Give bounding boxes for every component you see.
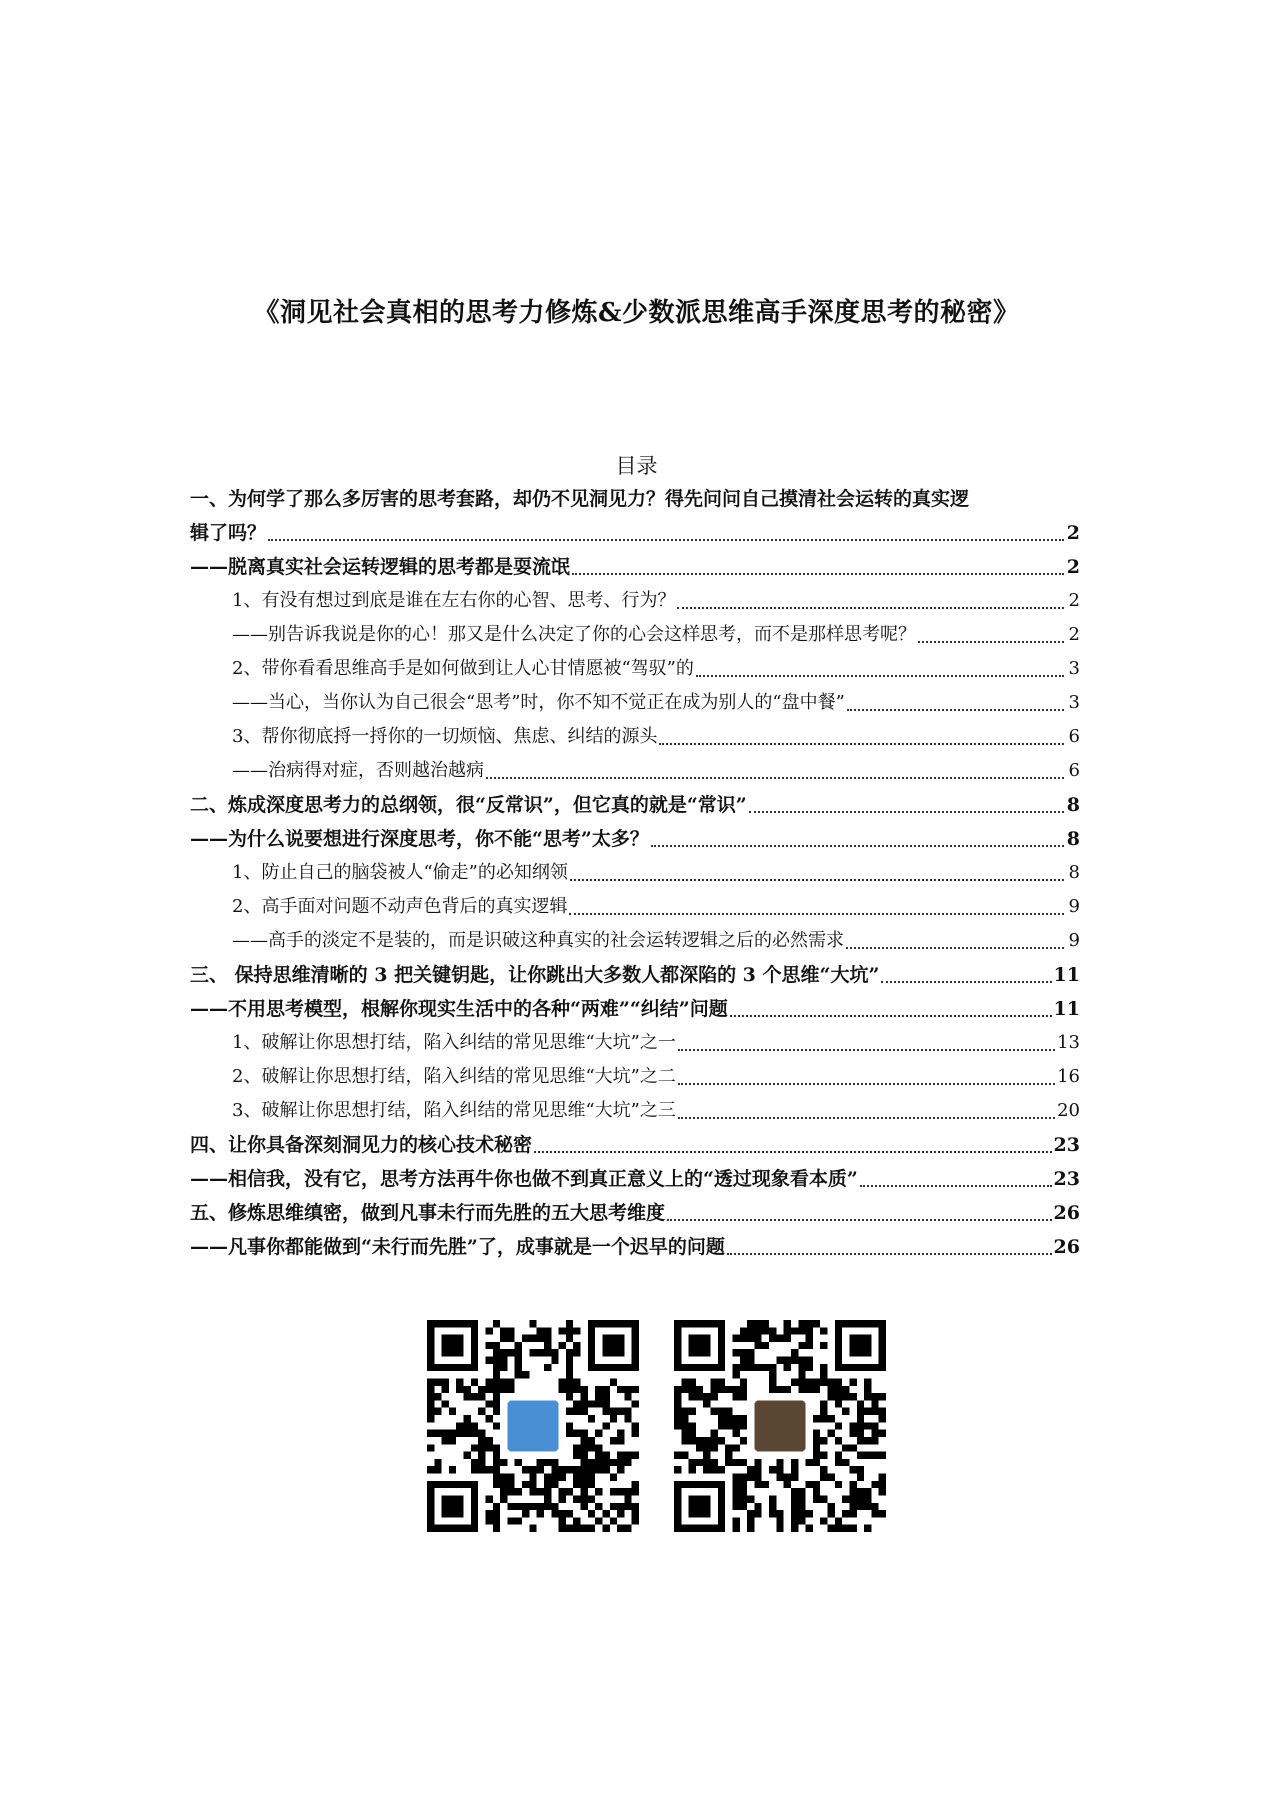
dot-leader (918, 640, 1064, 643)
toc-entry[interactable] (190, 788, 1080, 822)
dot-leader (486, 776, 1064, 779)
toc-entry-text: ——高手的淡定不是装的，而是识破这种真实的社会运转逻辑之后的必然需求 (232, 930, 844, 951)
toc-entry[interactable] (190, 1128, 1080, 1162)
dot-leader (570, 878, 1064, 881)
toc-entry[interactable] (190, 890, 1080, 924)
toc-entry-text: 一、为何学了那么多厉害的思考套路，却仍不见洞见力？得先问问自己摸清社会运转的真实逻 (190, 488, 970, 510)
toc-entry-text: 2、带你看看思维高手是如何做到让人心甘情愿被“驾驭”的 (232, 658, 694, 679)
toc-entry-text: 四、让你具备深刻洞见力的核心技术秘密 (190, 1134, 533, 1156)
toc-entry[interactable] (190, 1026, 1080, 1060)
toc-entry[interactable] (190, 1162, 1080, 1196)
dot-leader (847, 708, 1064, 711)
toc-entry[interactable] (190, 584, 1080, 618)
toc-page-number: 2 (1066, 556, 1080, 578)
toc-entry[interactable] (190, 856, 1080, 890)
toc-page-number: 9 (1068, 896, 1080, 917)
dot-leader (730, 1014, 1052, 1017)
toc-page-number: 9 (1068, 930, 1080, 951)
toc-page-number: 8 (1066, 828, 1080, 850)
dot-leader (727, 1252, 1052, 1255)
dot-leader (846, 946, 1064, 949)
dot-leader (696, 674, 1064, 677)
photo-avatar-icon (754, 1400, 805, 1451)
toc-entry[interactable] (190, 550, 1080, 584)
toc-page-number: 2 (1068, 590, 1080, 611)
toc-entry[interactable] (190, 482, 1080, 550)
toc-entry[interactable] (190, 1094, 1080, 1128)
toc-entry-text: 辑了吗？ (190, 522, 267, 544)
toc-page-number: 26 (1053, 1236, 1080, 1258)
document-title: 《洞见社会真相的思考力修炼&少数派思维高手深度思考的秘密》 (253, 298, 1020, 328)
toc-entry-text: ——脱离真实社会运转逻辑的思考都是耍流氓 (190, 556, 571, 578)
toc-entry-text: 五、修炼思维缜密，做到凡事未行而先胜的五大思考维度 (190, 1202, 666, 1224)
dot-leader (677, 606, 1064, 609)
toc-entry-text: ——别告诉我说是你的心！那又是什么决定了你的心会这样思考，而不是那样思考呢？ (232, 624, 916, 645)
toc-page-number: 11 (1053, 964, 1080, 986)
dot-leader (534, 1150, 1052, 1153)
toc-entry-text: ——治病得对症，否则越治越病 (232, 760, 484, 781)
toc-entry-text: 1、防止自己的脑袋被人“偷走”的必知纲领 (232, 862, 568, 883)
toc-entry[interactable] (190, 822, 1080, 856)
toc-entry-text: ——为什么说要想进行深度思考，你不能“思考”太多？ (190, 828, 649, 850)
blue-logo-icon (507, 1400, 558, 1451)
dot-leader (678, 1048, 1055, 1051)
toc-entry-text: ——凡事你都能做到“未行而先胜”了，成事就是一个迟早的问题 (190, 1236, 725, 1258)
toc-page-number: 2 (1066, 522, 1080, 544)
toc-entry[interactable] (190, 686, 1080, 720)
toc-page-number: 8 (1066, 794, 1080, 816)
toc-page-number: 20 (1057, 1100, 1080, 1121)
qr-code-right (674, 1320, 886, 1532)
toc-heading: 目录 (615, 454, 658, 478)
toc-entry[interactable] (190, 924, 1080, 958)
toc-entry[interactable] (190, 652, 1080, 686)
toc-entry-text: 3、破解让你思想打结，陷入纠结的常见思维“大坑”之三 (232, 1100, 676, 1121)
toc-page-number: 8 (1068, 862, 1080, 883)
toc-page-number: 23 (1053, 1134, 1080, 1156)
toc-entry-text: ——不用思考模型，根解你现实生活中的各种“两难”“纠结”问题 (190, 998, 728, 1020)
dot-leader (667, 1218, 1052, 1221)
dot-leader (678, 1082, 1055, 1085)
toc-entry-text: 2、高手面对问题不动声色背后的真实逻辑 (232, 896, 568, 917)
dot-leader (678, 1116, 1055, 1119)
toc-entry-text: 三、 保持思维清晰的 3 把关键钥匙，让你跳出大多数人都深陷的 3 个思维“大坑” (190, 964, 880, 986)
toc-entry-text: 二、炼成深度思考力的总纲领，很“反常识”，但它真的就是“常识” (190, 794, 747, 816)
dot-leader (749, 810, 1064, 813)
toc-entry[interactable] (190, 958, 1080, 992)
toc-entry[interactable] (190, 1230, 1080, 1264)
dot-leader (651, 844, 1064, 847)
dot-leader (860, 1184, 1052, 1187)
table-of-contents (190, 482, 1080, 1264)
toc-entry[interactable] (190, 992, 1080, 1026)
qr-code-icon (427, 1320, 639, 1532)
toc-entry[interactable] (190, 720, 1080, 754)
toc-entry[interactable] (190, 618, 1080, 652)
toc-entry[interactable] (190, 1196, 1080, 1230)
toc-page-number: 6 (1068, 726, 1080, 747)
toc-page-number: 13 (1057, 1032, 1080, 1053)
toc-page-number: 11 (1053, 998, 1080, 1020)
dot-leader (572, 572, 1064, 575)
qr-code-left (427, 1320, 639, 1532)
toc-entry-text: 3、帮你彻底捋一捋你的一切烦恼、焦虑、纠结的源头 (232, 726, 658, 747)
toc-entry-text: 1、有没有想过到底是谁在左右你的心智、思考、行为？ (232, 590, 676, 611)
toc-page-number: 16 (1057, 1066, 1080, 1087)
toc-entry-text: ——当心，当你认为自己很会“思考”时，你不知不觉正在成为别人的“盘中餐” (232, 692, 845, 713)
toc-page-number: 3 (1068, 658, 1080, 679)
toc-entry[interactable] (190, 1060, 1080, 1094)
toc-page-number: 3 (1068, 692, 1080, 713)
dot-leader (268, 538, 1064, 541)
toc-page-number: 6 (1068, 760, 1080, 781)
toc-entry-text: ——相信我，没有它，思考方法再牛你也做不到真正意义上的“透过现象看本质” (190, 1168, 858, 1190)
dot-leader (569, 912, 1064, 915)
toc-page-number: 26 (1053, 1202, 1080, 1224)
toc-page-number: 2 (1068, 624, 1080, 645)
toc-entry-text: 2、破解让你思想打结，陷入纠结的常见思维“大坑”之二 (232, 1066, 676, 1087)
toc-page-number: 23 (1053, 1168, 1080, 1190)
dot-leader (881, 980, 1051, 983)
dot-leader (659, 742, 1064, 745)
toc-entry[interactable] (190, 754, 1080, 788)
toc-entry-text: 1、破解让你思想打结，陷入纠结的常见思维“大坑”之一 (232, 1032, 676, 1053)
qr-code-icon (674, 1320, 886, 1532)
